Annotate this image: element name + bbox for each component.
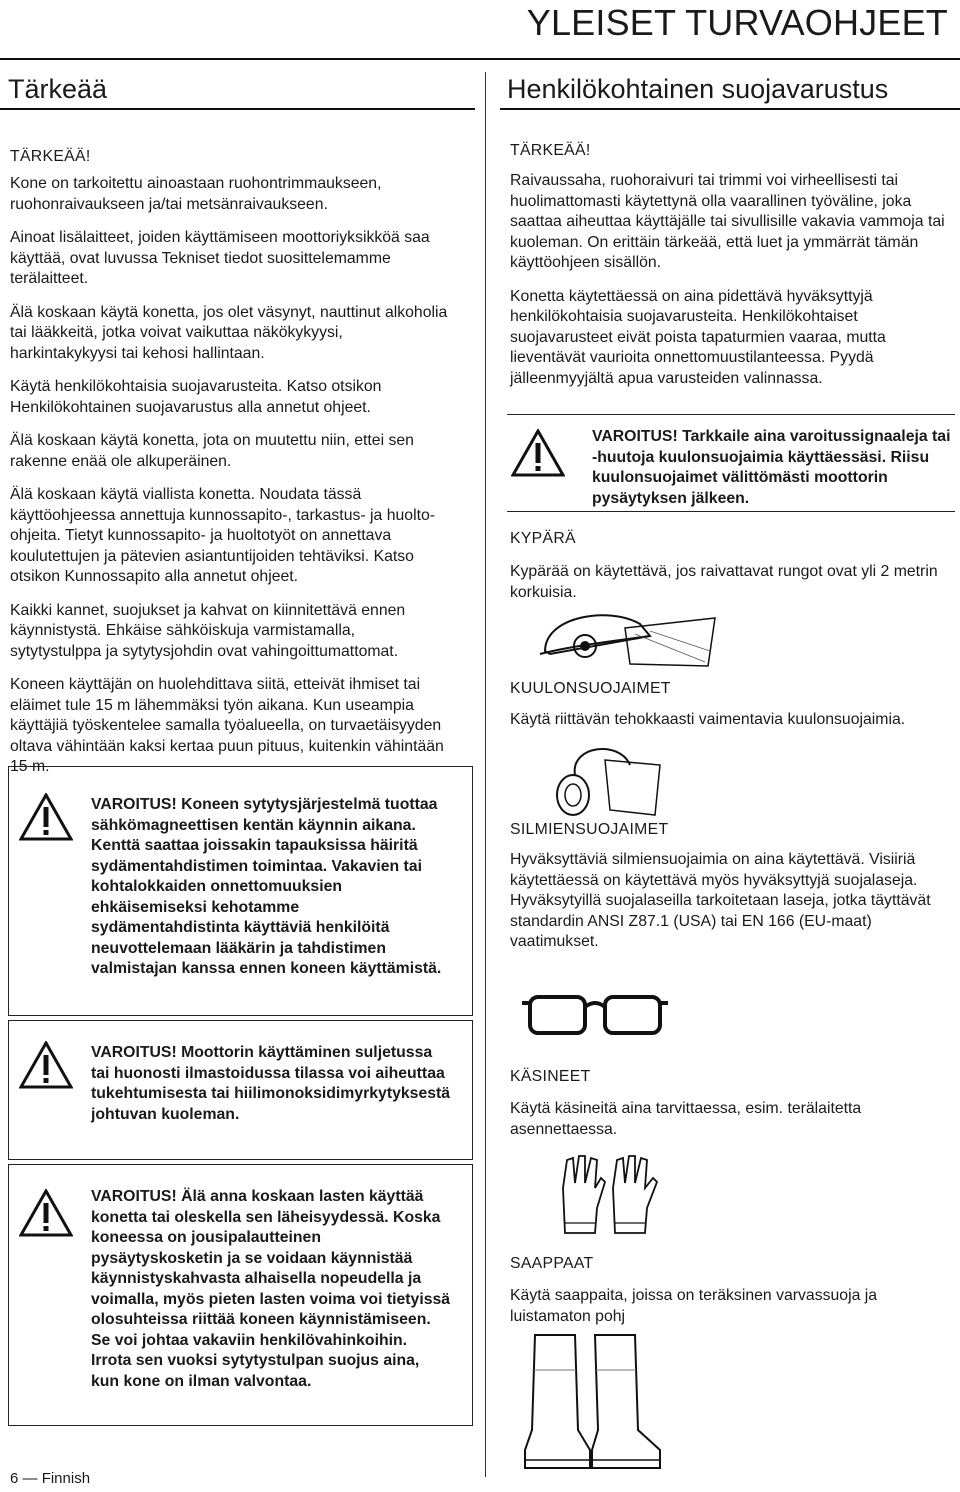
- warning-triangle-icon: [19, 1041, 73, 1089]
- left-paragraph: Kaikki kannet, suojukset ja kahvat on kiinnitettävä ennen käynnistystä. Ehkäise sähköiskuja varmistamalla, sytytystulppa ja sytytysjohdin ovat vahingoittumattomat.: [10, 601, 406, 660]
- warning-box-ventilation: [8, 1020, 473, 1160]
- right-title-rule: [500, 108, 960, 110]
- helmet-heading: KYPÄRÄ: [510, 530, 576, 547]
- warning-triangle-icon: [19, 1189, 73, 1237]
- helmet-text: Kypärää on käytettävä, jos raivattavat rungot ovat yli 2 metrin korkuisia.: [510, 563, 938, 601]
- gloves-heading: KÄSINEET: [510, 1068, 591, 1085]
- footer-language: Finnish: [41, 1470, 91, 1487]
- goggles-icon: [520, 985, 670, 1040]
- helmet-icon: [530, 606, 720, 676]
- right-important-label: TÄRKEÄÄ!: [510, 142, 591, 159]
- right-body: [510, 171, 950, 402]
- boots-text: Käytä saappaita, joissa on teräksinen varvassuoja ja luistamaton pohj: [510, 1287, 878, 1325]
- warning-text: VAROITUS! Koneen sytytysjärjestelmä tuottaa sähkömagneettisen kentän käynnin aikana. Kenttä saattaa joissakin tapauksissa häiritä sydämentahdistimen toimintaa. Vakavien tai kohtalokkaiden onnettomuuksien ehkäisemiseksi kehotamme sydämentahdistinta käyttäviä henkilöitä neuvottelemaan lääkärin ja tahdistimen valmistajan kanssa ennen koneen käyttämistä.: [91, 796, 442, 977]
- left-paragraph: Kone on tarkoitettu ainoastaan ruohontrimmaukseen, ruohonraivaukseen ja/tai metsänraivaukseen.: [10, 175, 382, 213]
- warning-text: VAROITUS! Älä anna koskaan lasten käyttää konetta tai oleskella sen läheisyydessä. Koska koneessa on jousipalautteinen pysäytyskosketin ja se voidaan käynnistää käynnistyskahvasta alhaisella nopeudella ja voimalla, myös pieten lasten voima voi tietyissä olosuhteissa riittää koneen käynnistämiseen. Se voi johtaa vakaviin henkilövahinkoihin. Irrota sen vuoksi sytytystulpan suojus aina, kun kone on ilman valvontaa.: [91, 1188, 451, 1390]
- column-divider: [485, 72, 486, 1477]
- left-paragraph: Älä koskaan käytä konetta, jos olet väsynyt, nauttinut alkoholia tai lääkkeitä, jotka voivat vaikuttaa näkökykyysi, harkintakykyysi tai kehosi hallintaan.: [10, 303, 448, 362]
- ear-protection-text: Käytä riittävän tehokkaasti vaimentavia kuulonsuojaimia.: [510, 711, 906, 728]
- left-paragraph: Älä koskaan käytä viallista konetta. Noudata tässä käyttöohjeessa annettuja kunnossapito-, tarkastus- ja huolto-ohjeita. Tietyt kunnossapito- ja huoltotyöt on annettava koulutettujen ja pätevien asiantuntijoiden tehtäviksi. Katso otsikon Kunnossapito alla annetut ohjeet.: [10, 486, 436, 585]
- left-paragraph: Ainoat lisälaitteet, joiden käyttämiseen moottoriyksikköä saa käyttää, ovat luvussa Tekniset tiedot suosittelemamme terälaitteet.: [10, 229, 430, 287]
- warning-box-hearing: [507, 414, 955, 512]
- right-section-title: Henkilökohtainen suojavarustus: [507, 74, 889, 104]
- warning-text: VAROITUS! Tarkkaile aina varoitussignaaleja tai -huutoja kuulonsuojaimia käyttäessäsi. Riisu kuulonsuojaimet välittömästi moottorin pysäytyksen jälkeen.: [592, 428, 951, 507]
- page-footer: [10, 1470, 90, 1487]
- left-paragraph: Älä koskaan käytä konetta, jota on muutettu niin, ettei sen rakenne enää ole alkuperäinen.: [10, 432, 414, 470]
- header-rule: [0, 58, 960, 60]
- eye-protection-heading: SILMIENSUOJAIMET: [510, 821, 669, 838]
- page-header-title: YLEISET TURVAOHJEET: [526, 2, 948, 43]
- left-body: [10, 174, 450, 791]
- left-section-title: Tärkeää: [8, 74, 108, 104]
- warning-box-children: [8, 1164, 473, 1426]
- boots-icon: [520, 1330, 670, 1475]
- footer-dash: —: [22, 1470, 38, 1487]
- warning-triangle-icon: [511, 429, 565, 477]
- warning-box-ignition: [8, 766, 473, 1016]
- page-number: 6: [10, 1470, 19, 1487]
- gloves-text: Käytä käsineitä aina tarvittaessa, esim. terälaitetta asennettaessa.: [510, 1100, 862, 1138]
- right-paragraph: Raivaussaha, ruohoraivuri tai trimmi voi virheellisesti tai huolimattomasti käytettynä olla vaarallinen työväline, joka saattaa aiheuttaa käyttäjälle tai sivullisille vakavia vammoja tai kuoleman. On erittäin tärkeää, että luet ja ymmärrät tämän käyttöohjeen sisällön.: [510, 172, 945, 271]
- left-paragraph: Käytä henkilökohtaisia suojavarusteita. Katso otsikon Henkilökohtainen suojavarustus alla annetut ohjeet.: [10, 378, 382, 416]
- left-title-rule: [0, 108, 475, 110]
- ear-protection-icon: [545, 740, 665, 820]
- warning-triangle-icon: [19, 793, 73, 841]
- left-important-label: TÄRKEÄÄ!: [10, 148, 91, 165]
- ear-protection-heading: KUULONSUOJAIMET: [510, 680, 671, 697]
- warning-text: VAROITUS! Moottorin käyttäminen suljetussa tai huonosti ilmastoidussa tilassa voi aiheuttaa tukehtumisesta tai hiilimonoksidimyrkytyksestä johtuvan kuoleman.: [91, 1044, 451, 1123]
- gloves-icon: [555, 1148, 665, 1243]
- boots-heading: SAAPPAAT: [510, 1255, 594, 1272]
- right-paragraph: Konetta käytettäessä on aina pidettävä hyväksyttyjä henkilökohtaisia suojavarusteita. Henkilökohtaiset suojavarusteet eivät poista tapaturmien vaaraa, mutta lieventävät vaurioita onnettomuustilanteessa. Pyydä jälleenmyyjältä apua varusteiden valinnassa.: [510, 287, 886, 387]
- eye-protection-text: Hyväksyttäviä silmiensuojaimia on aina käytettävä. Visiiriä käytettäessä on käytettävä myös hyväksyttyjä suojalaseja. Hyväksytyillä suojalaseilla tarkoitetaan laseja, jotka täyttävät standardin ANSI Z87.1 (USA) tai EN 166 (EU-maat) vaatimukset.: [510, 851, 931, 950]
- left-paragraph: Koneen käyttäjän on huolehdittava siitä, etteivät ihmiset tai eläimet tule 15 m lähemmäksi työn aikana. Kun useampia käyttäjiä työskentelee samalla työalueella, on turvaetäisyyden oltava vähintään kaksi kertaa puun pituus, kuitenkin vähintään 15 m.: [10, 676, 444, 775]
